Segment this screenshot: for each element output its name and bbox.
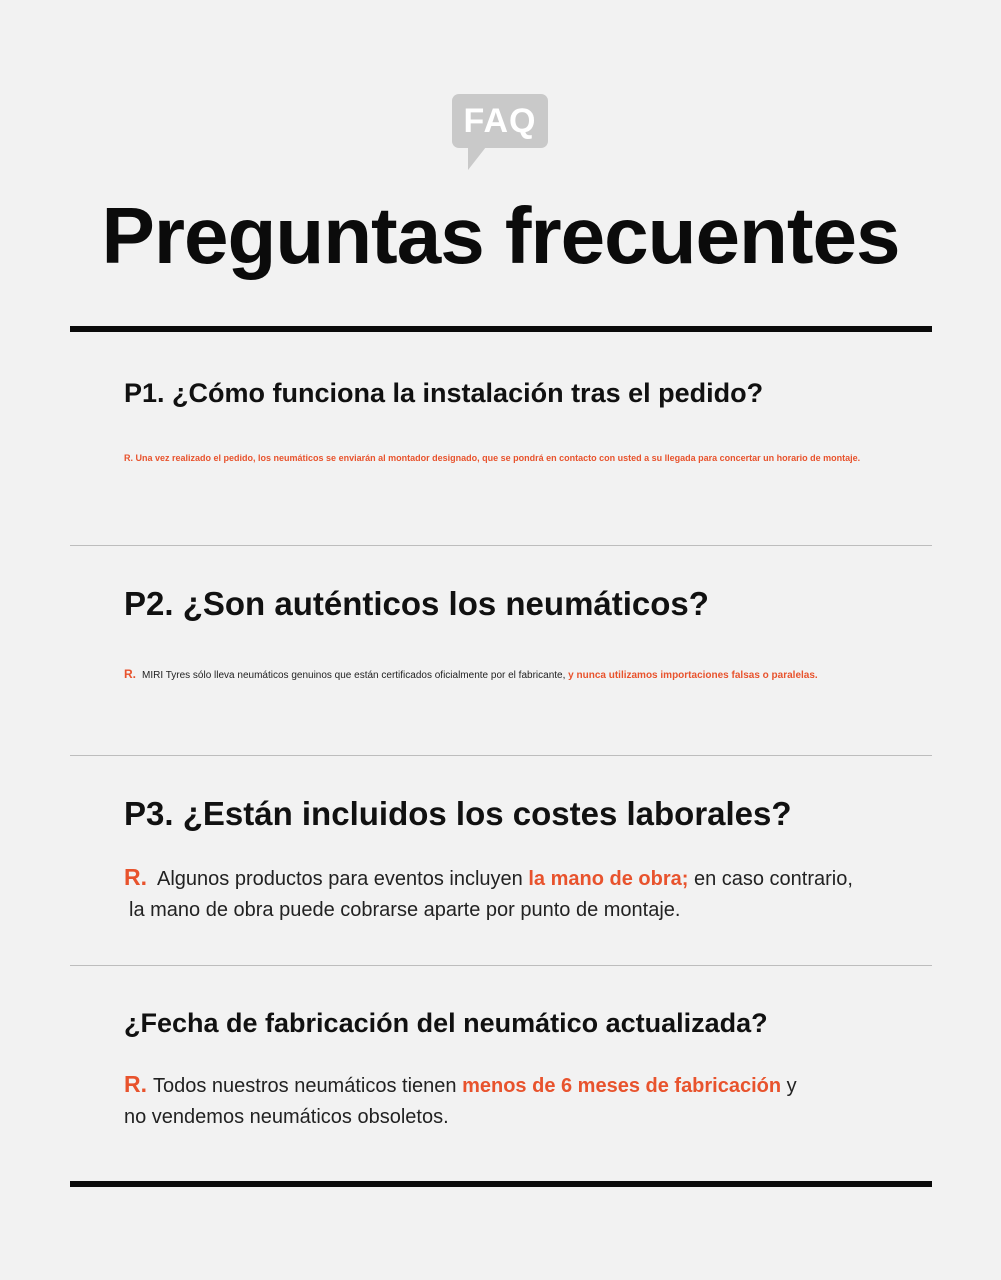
top-divider [70,326,932,332]
bottom-divider [70,1181,932,1187]
faq-question-3: P3. ¿Están incluidos los costes laborales? [124,795,792,832]
faq-question-2: P2. ¿Son auténticos los neumáticos? [124,585,709,622]
faq-answer-1: R. Una vez realizado el pedido, los neumáticos se enviarán al montador designado, que se pondrá en contacto con usted a su llegada para concertar un horario de montaje. [124,453,861,463]
answer-highlight: y nunca utilizamos importaciones falsas o paralelas. [568,670,818,681]
faq-speech-bubble-icon [452,94,549,172]
divider-3 [70,965,932,966]
answer-text-after: y [786,1075,797,1097]
faq-question-1: P1. ¿Cómo funciona la instalación tras el pedido? [124,378,764,408]
answer-text: MIRI Tyres sólo lleva neumáticos genuinos que están certificados oficialmente por el fabricante, [142,670,566,681]
answer-text-before: Todos nuestros neumáticos tienen [153,1075,457,1097]
divider-2 [70,755,932,756]
page-title: Preguntas frecuentes [101,191,900,280]
answer-prefix: R. [124,864,147,890]
answer-line-1 [124,862,853,895]
answer-text-after: en caso contrario, [693,868,853,890]
answer-line-2: no vendemos neumáticos obsoletos. [124,1106,449,1128]
answer-line-1 [124,1069,797,1102]
answer-prefix: R. [124,667,136,681]
answer-prefix: R. [124,1071,147,1097]
faq-icon-label: FAQ [463,102,537,140]
faq-answer-2 [124,667,818,681]
divider-1 [70,545,932,546]
answer-highlight: la mano de obra; [528,868,689,890]
faq-question-4: ¿Fecha de fabricación del neumático actualizada? [124,1008,768,1038]
faq-answer-4 [124,1069,797,1133]
answer-highlight: menos de 6 meses de fabricación [462,1075,782,1097]
answer-line-2: la mano de obra puede cobrarse aparte por punto de montaje. [129,899,681,921]
faq-answer-3 [124,862,853,926]
answer-text-before: Algunos productos para eventos incluyen [157,868,523,890]
